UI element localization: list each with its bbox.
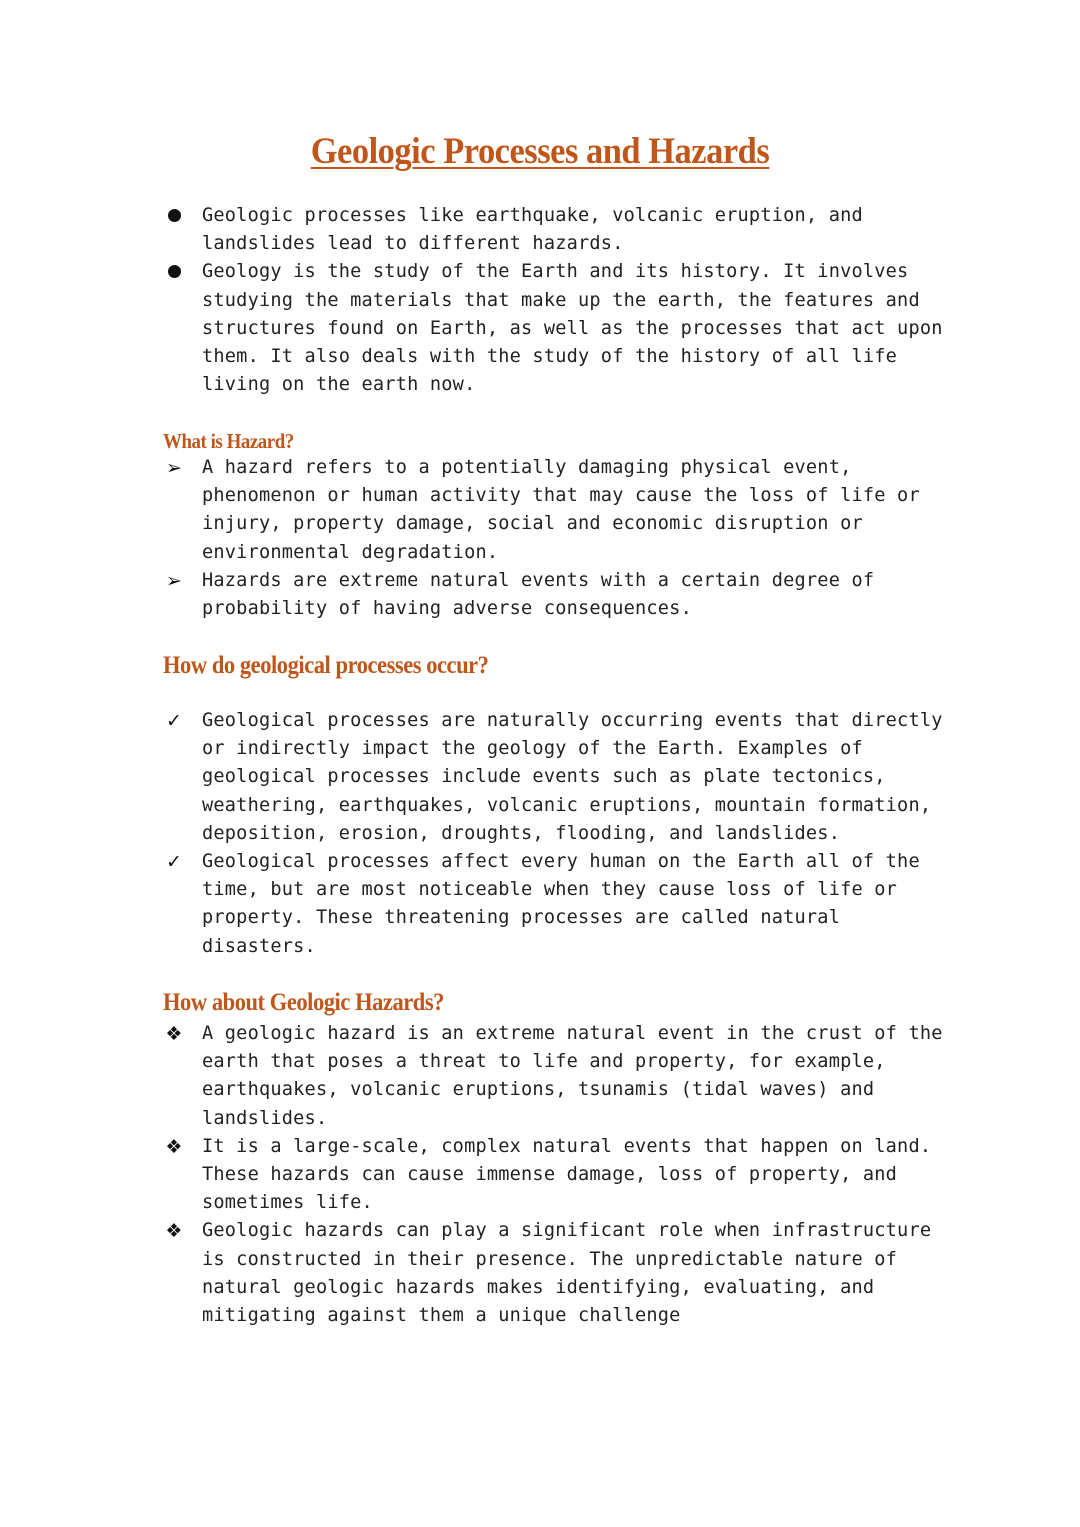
bullet-dot-icon (163, 258, 185, 286)
intro-2-line-5: living on the earth now. (202, 374, 476, 396)
processes-item-2 (0, 848, 922, 961)
arrow-bullet-icon: ➢ (165, 457, 183, 479)
diamond-bullet-icon: ❖ (165, 1220, 183, 1243)
processes-2-line-1: Geological processes affect every human on the Earth all of the (202, 851, 920, 873)
hazard-1-line-3: injury, property damage, social and economic disruption or (202, 513, 863, 535)
geohazards-list (0, 1020, 943, 1330)
hazard-item-1 (0, 454, 922, 567)
hazard-1-line-4: environmental degradation. (202, 541, 499, 563)
geohazards-item-1 (0, 1020, 943, 1133)
diamond-bullet-icon: ❖ (165, 1135, 183, 1158)
geohazards-item-3 (0, 1217, 932, 1330)
check-bullet-icon: ✓ (165, 851, 183, 874)
geohazards-1-line-4: landslides. (202, 1107, 328, 1129)
processes-2-line-2: time, but are most noticeable when they cause loss of life or (202, 879, 898, 901)
arrow-bullet-icon: ➢ (165, 569, 183, 592)
processes-1-line-4: weathering, earthquakes, volcanic eruptions, mountain formation, (202, 794, 932, 816)
intro-2-line-4: them. It also deals with the study of the history of all life (202, 346, 898, 368)
intro-1-line-2: landslides lead to different hazards. (202, 233, 624, 255)
processes-2-line-3: property. These threatening processes are called natural (202, 907, 841, 929)
intro-2-line-3: structures found on Earth, as well as the processes that act upon (202, 317, 943, 339)
geohazards-item-2 (0, 1133, 932, 1218)
document-title: Geologic Processes and Hazards (310, 131, 770, 172)
geohazards-1-line-3: earthquakes, volcanic eruptions, tsunamis (tidal waves) and (202, 1079, 875, 1101)
bullet-dot-icon (163, 202, 185, 230)
heading-geologic-hazards: How about Geologic Hazards? (163, 989, 444, 1016)
heading-geological-processes: How do geological processes occur? (163, 652, 489, 679)
geohazards-3-line-4: mitigating against them a unique challenge (202, 1305, 681, 1327)
geohazards-1-line-1: A geologic hazard is an extreme natural event in the crust of the (202, 1023, 943, 1044)
hazard-1-line-2: phenomenon or human activity that may cause the loss of life or (202, 485, 920, 507)
hazard-2-line-1: Hazards are extreme natural events with a certain degree of (202, 569, 875, 591)
hazard-2-line-2: probability of having adverse consequences. (202, 598, 692, 620)
check-bullet-icon: ✓ (165, 710, 183, 732)
intro-2-line-2: studying the materials that make up the earth, the features and (202, 289, 920, 311)
processes-1-line-2: or indirectly impact the geology of the Earth. Examples of (202, 738, 863, 760)
geohazards-2-line-2: These hazards can cause immense damage, loss of property, and (202, 1164, 898, 1186)
geohazards-1-line-2: earth that poses a threat to life and property, for example, (202, 1051, 886, 1073)
processes-list (0, 707, 943, 961)
processes-2-line-4: disasters. (202, 935, 316, 957)
geohazards-3-line-3: natural geologic hazards makes identifying, evaluating, and (202, 1276, 875, 1298)
hazard-1-line-1: A hazard refers to a potentially damaging physical event, (202, 457, 852, 478)
processes-1-line-5: deposition, erosion, droughts, flooding, and landslides. (202, 822, 841, 844)
intro-2-line-1: Geology is the study of the Earth and its history. It involves (202, 261, 909, 283)
geohazards-2-line-1: It is a large-scale, complex natural events that happen on land. (202, 1135, 932, 1157)
hazard-list (0, 454, 922, 623)
intro-bullet-2 (0, 258, 943, 399)
heading-what-is-hazard: What is Hazard? (163, 429, 294, 453)
processes-1-line-3: geological processes include events such as plate tectonics, (202, 766, 886, 788)
intro-bullet-1 (0, 202, 922, 258)
diamond-bullet-icon: ❖ (165, 1023, 183, 1045)
geohazards-3-line-1: Geologic hazards can play a significant role when infrastructure (202, 1220, 932, 1242)
hazard-item-2 (0, 567, 922, 623)
intro-bullet-list (0, 202, 943, 399)
geohazards-2-line-3: sometimes life. (202, 1192, 373, 1214)
processes-1-line-1: Geological processes are naturally occurring events that directly (202, 710, 943, 731)
processes-item-1 (0, 707, 943, 848)
geohazards-3-line-2: is constructed in their presence. The unpredictable nature of (202, 1248, 898, 1270)
intro-1-line-1: Geologic processes like earthquake, volcanic eruption, and (202, 205, 863, 226)
